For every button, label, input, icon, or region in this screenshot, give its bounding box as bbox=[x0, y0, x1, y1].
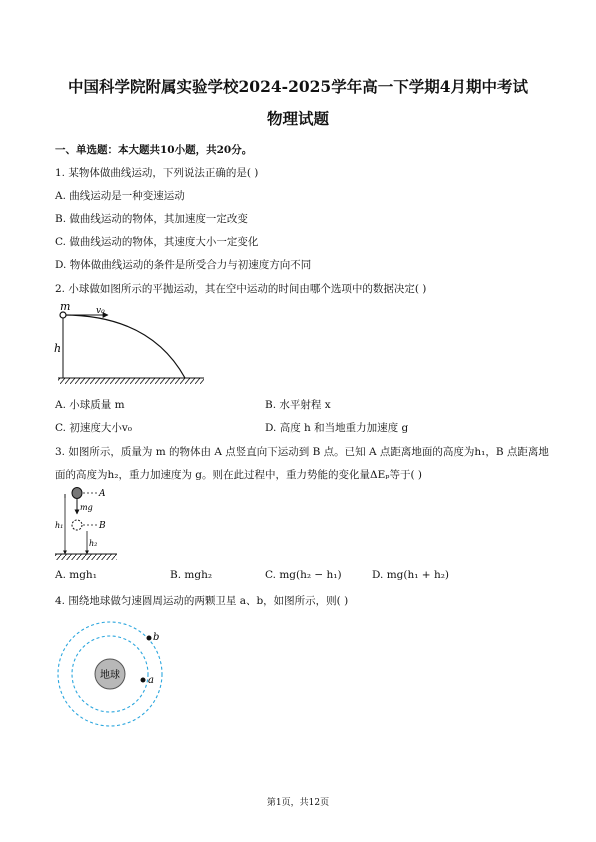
q2-label-m: m bbox=[60, 300, 71, 313]
q4-orbit-figure bbox=[50, 613, 180, 738]
q3-label-h2: h₂ bbox=[89, 539, 98, 548]
q3-stem-line1: 3. 如图所示，质量为 m 的物体由 A 点竖直向下运动到 B 点。已知 A 点距离地面的高度为h₁，B 点距离地 bbox=[55, 446, 549, 458]
q4-satellite-a bbox=[141, 678, 146, 683]
page-footer: 第1页，共12页 bbox=[266, 798, 330, 808]
q1-option-b: B. 做曲线运动的物体，其加速度一定改变 bbox=[55, 213, 248, 225]
q2-trajectory-curve bbox=[63, 315, 185, 378]
q1-option-c: C. 做曲线运动的物体，其速度大小一定变化 bbox=[55, 236, 259, 248]
exam-title-line1: 中国科学院附属实验学校2024-2025学年高一下学期4月期中考试 bbox=[68, 77, 528, 96]
q2-label-v0: v₀ bbox=[96, 306, 105, 316]
q4-satellite-b bbox=[147, 636, 152, 641]
q3-label-mg: mg bbox=[80, 503, 93, 512]
q3-stem-line2: 面的高度为h₂，重力加速度为 g。则在此过程中，重力势能的变化量ΔEₚ等于( ) bbox=[55, 469, 423, 481]
q2-option-b: B. 水平射程 x bbox=[265, 399, 331, 411]
q4-label-b: b bbox=[153, 632, 160, 643]
q3-option-c: C. mg(h₂ − h₁) bbox=[265, 569, 342, 581]
q3-drop-figure bbox=[55, 484, 125, 562]
q2-ground-hatch bbox=[58, 378, 204, 384]
q1-stem: 1. 某物体做曲线运动，下列说法正确的是( ) bbox=[55, 167, 259, 179]
q2-label-h: h bbox=[54, 342, 62, 355]
q4-earth-label: 地球 bbox=[100, 670, 120, 681]
q3-option-b: B. mgh₂ bbox=[170, 569, 213, 581]
q3-label-b: B bbox=[99, 521, 106, 531]
q4-stem: 4. 围绕地球做匀速圆周运动的两颗卫星 a、b，如图所示，则( ) bbox=[55, 595, 349, 607]
q3-ball-a bbox=[72, 488, 82, 499]
q1-option-a: A. 曲线运动是一种变速运动 bbox=[55, 190, 185, 202]
q2-option-d: D. 高度 h 和当地重力加速度 g bbox=[265, 422, 409, 434]
q2-projectile-figure bbox=[50, 300, 210, 385]
q3-label-h1: h₁ bbox=[55, 521, 64, 530]
q2-stem: 2. 小球做如图所示的平抛运动，其在空中运动的时间由哪个选项中的数据决定( ) bbox=[55, 283, 427, 295]
q1-option-d: D. 物体做曲线运动的条件是所受合力与初速度方向不同 bbox=[55, 259, 312, 271]
q2-option-a: A. 小球质量 m bbox=[55, 399, 125, 411]
q3-label-a: A bbox=[99, 489, 106, 499]
q3-option-a: A. mgh₁ bbox=[55, 569, 97, 581]
q2-option-c: C. 初速度大小v₀ bbox=[55, 422, 132, 434]
q4-label-a: a bbox=[148, 675, 154, 686]
exam-title-line2: 物理试题 bbox=[266, 109, 329, 128]
q3-ball-b bbox=[72, 520, 82, 530]
section-heading: 一、单选题：本大题共10小题，共20分。 bbox=[55, 144, 253, 156]
q3-option-d: D. mg(h₁ + h₂) bbox=[372, 569, 450, 581]
